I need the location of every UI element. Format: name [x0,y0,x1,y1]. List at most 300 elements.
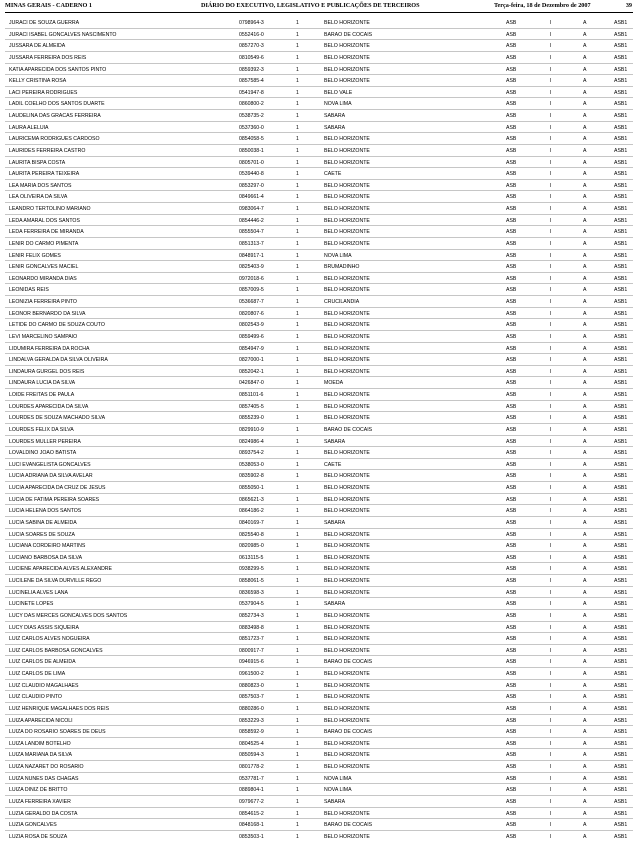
table-row [5,575,633,587]
employee-name: LENIR FELIX GOMES [9,252,61,259]
position-code-cell: ASB1 [614,171,628,178]
employee-name: JURACI ISABEL GONCALVES NASCIMENTO [9,31,117,38]
position-code-cell: ASB1 [614,43,628,50]
table-row [5,110,633,122]
career-cell: ASB [506,601,517,608]
table-row [5,505,633,517]
count-cell: 1 [296,182,299,189]
registration-number: 0851101-6 [239,392,264,398]
position-code-cell: ASB1 [614,589,628,596]
grade-cell: A [583,299,587,305]
city-cell: NOVA LIMA [324,252,352,259]
career-cell: ASB [506,322,517,329]
table-row [5,808,633,820]
employee-name: LETIDE DO CARMO DE SOUZA COUTO [9,322,105,329]
employee-name: LUCINELIA ALVES LANA [9,589,69,596]
table-row [5,831,633,842]
grade-cell: A [583,764,587,770]
count-cell: 1 [296,450,299,457]
grade-cell: A [583,66,587,73]
registration-number: 0858592-9 [239,729,264,736]
employee-name: LEONIZIA FERREIRA PINTO [9,299,77,305]
employee-name: LEANDRO TERTOLINO MARIANO [9,206,91,212]
position-code-cell: ASB1 [614,20,628,26]
level-cell: I [550,66,552,73]
career-cell: ASB [506,78,517,85]
count-cell: 1 [296,124,299,131]
career-cell: ASB [506,740,517,747]
career-cell: ASB [506,275,517,282]
registration-number: 0854058-5 [239,136,264,143]
count-cell: 1 [296,368,299,375]
career-cell: ASB [506,415,517,422]
count-cell: 1 [296,543,299,550]
level-cell: I [550,764,552,770]
registration-number: 0805701-0 [239,159,264,166]
level-cell: I [550,368,552,375]
level-cell: I [550,647,552,654]
career-cell: ASB [506,764,517,770]
career-cell: ASB [506,694,517,701]
registration-number: 0798964-3 [239,20,264,26]
career-cell: ASB [506,54,517,61]
city-cell: BELO HORIZONTE [324,566,370,573]
registration-number: 0880823-0 [239,682,264,689]
career-cell: ASB [506,636,517,643]
registration-number: 0850038-1 [239,147,264,154]
count-cell: 1 [296,54,299,61]
grade-cell: A [583,368,587,375]
table-row [5,52,633,64]
count-cell: 1 [296,740,299,747]
city-cell: BELO HORIZONTE [324,43,370,50]
table-row [5,343,633,355]
position-code-cell: ASB1 [614,194,628,201]
grade-cell: A [583,345,587,352]
grade-cell: A [583,182,587,189]
count-cell: 1 [296,136,299,143]
employee-name: LUIZA LANDIM BOTELHO [9,740,71,747]
employee-name: LINDAURA LUCIA DA SILVA [9,380,76,387]
position-code-cell: ASB1 [614,485,628,491]
position-code-cell: ASB1 [614,578,628,584]
city-cell: BELO HORIZONTE [324,392,370,398]
position-code-cell: ASB1 [614,113,628,119]
grade-cell: A [583,240,587,247]
table-row [5,668,633,680]
count-cell: 1 [296,775,299,782]
career-cell: ASB [506,566,517,573]
level-cell: I [550,89,552,96]
city-cell: SABARA [324,798,346,805]
employee-name: JUSSARA DE ALMEIDA [9,43,66,50]
registration-number: 0836598-3 [239,589,264,596]
career-cell: ASB [506,159,517,166]
table-row [5,540,633,552]
table-row [5,796,633,808]
city-cell: BELO HORIZONTE [324,66,370,73]
count-cell: 1 [296,345,299,352]
position-code-cell: ASB1 [614,147,628,154]
career-cell: ASB [506,240,517,247]
career-cell: ASB [506,705,517,712]
registration-number: 0855504-7 [239,229,264,236]
level-cell: I [550,578,552,584]
registration-number: 0880286-0 [239,705,264,712]
registration-number: 0848917-1 [239,252,264,259]
position-code-cell: ASB1 [614,415,628,422]
position-code-cell: ASB1 [614,624,628,631]
registration-number: 0541947-8 [239,89,264,96]
table-row [5,191,633,203]
count-cell: 1 [296,159,299,166]
city-cell: BELO HORIZONTE [324,764,370,770]
position-code-cell: ASB1 [614,659,628,666]
position-code-cell: ASB1 [614,519,628,526]
city-cell: MOEDA [324,380,344,387]
level-cell: I [550,543,552,550]
grade-cell: A [583,287,587,294]
city-cell: BELO HORIZONTE [324,415,370,422]
table-row [5,203,633,215]
city-cell: BELO HORIZONTE [324,578,370,584]
registration-number: 0852734-3 [239,612,264,619]
grade-cell: A [583,496,587,503]
city-cell: BARAO DE COCAIS [324,31,373,38]
level-cell: I [550,833,552,840]
career-cell: ASB [506,485,517,491]
registration-number: 0854446-2 [239,217,264,224]
city-cell: BELO HORIZONTE [324,78,370,85]
registration-number: 0613115-5 [239,554,264,561]
career-cell: ASB [506,194,517,201]
career-cell: ASB [506,578,517,584]
table-row [5,122,633,134]
level-cell: I [550,473,552,480]
level-cell: I [550,240,552,247]
position-code-cell: ASB1 [614,729,628,736]
table-row [5,29,633,41]
city-cell: BELO HORIZONTE [324,194,370,201]
employee-name: LUCY DAS MERCES GONCALVES DOS SANTOS [9,612,128,619]
grade-cell: A [583,601,587,608]
grade-cell: A [583,740,587,747]
level-cell: I [550,147,552,154]
grade-cell: A [583,136,587,143]
registration-number: 0850594-3 [239,752,264,759]
position-code-cell: ASB1 [614,426,628,433]
employee-name: LUCIA SOARES DE SOUZA [9,531,76,538]
registration-number: 0857405-5 [239,403,264,410]
position-code-cell: ASB1 [614,333,628,340]
table-row [5,226,633,238]
city-cell: SABARA [324,438,346,445]
level-cell: I [550,705,552,712]
count-cell: 1 [296,705,299,712]
city-cell: BELO HORIZONTE [324,275,370,282]
grade-cell: A [583,485,587,491]
city-cell: BELO HORIZONTE [324,229,370,236]
level-cell: I [550,508,552,515]
table-row [5,633,633,645]
level-cell: I [550,694,552,701]
table-row [5,273,633,285]
count-cell: 1 [296,612,299,619]
count-cell: 1 [296,752,299,759]
position-code-cell: ASB1 [614,647,628,654]
table-row [5,691,633,703]
table-row [5,319,633,331]
table-row [5,656,633,668]
career-cell: ASB [506,101,517,108]
career-cell: ASB [506,264,517,271]
employee-name: LUIZA DO ROSARIO SOARES DE DEUS [9,729,106,736]
registration-number: 0972018-6 [239,275,264,282]
career-cell: ASB [506,624,517,631]
grade-cell: A [583,752,587,759]
city-cell: BELO HORIZONTE [324,705,370,712]
table-row [5,17,633,29]
grade-cell: A [583,380,587,387]
count-cell: 1 [296,101,299,108]
level-cell: I [550,729,552,736]
registration-number: 0820985-0 [239,543,264,550]
grade-cell: A [583,438,587,445]
employee-name: LUCIENE APARECIDA ALVES ALEXANDRE [9,566,113,573]
city-cell: NOVA LIMA [324,787,352,794]
publication-title: DIÁRIO DO EXECUTIVO, LEGISLATIVO E PUBLICAÇÕES DE TERCEIROS [201,2,420,9]
count-cell: 1 [296,89,299,96]
grade-cell: A [583,333,587,340]
registration-number: 0848168-1 [239,822,264,829]
city-cell: BELO HORIZONTE [324,694,370,701]
career-cell: ASB [506,310,517,317]
employee-name: LOVALDINO JOAO BATISTA [9,450,77,457]
level-cell: I [550,438,552,445]
employee-name: LUIZ CLAUDIO MAGALHAES [9,682,79,689]
level-cell: I [550,252,552,259]
table-row [5,424,633,436]
level-cell: I [550,124,552,131]
level-cell: I [550,357,552,364]
employee-name: LOURDES APARECIDA DA SILVA [9,403,89,410]
count-cell: 1 [296,636,299,643]
count-cell: 1 [296,659,299,666]
employee-name: LENIR GONCALVES MACIEL [9,264,79,271]
grade-cell: A [583,392,587,398]
position-code-cell: ASB1 [614,566,628,573]
employee-name: LUCIA ADRIANA DA SILVA AVELAR [9,473,93,480]
level-cell: I [550,159,552,166]
position-code-cell: ASB1 [614,299,628,305]
grade-cell: A [583,624,587,631]
grade-cell: A [583,89,587,96]
count-cell: 1 [296,240,299,247]
employee-name: KELLY CRISTINA ROSA [9,78,67,85]
city-cell: BELO HORIZONTE [324,182,370,189]
grade-cell: A [583,473,587,480]
position-code-cell: ASB1 [614,206,628,212]
position-code-cell: ASB1 [614,275,628,282]
city-cell: BELO HORIZONTE [324,682,370,689]
registration-number: 0537781-7 [239,775,264,782]
count-cell: 1 [296,764,299,770]
count-cell: 1 [296,217,299,224]
career-cell: ASB [506,66,517,73]
city-cell: BELO HORIZONTE [324,147,370,154]
employee-name: LOURDES FELIX DA SILVA [9,426,74,433]
city-cell: BELO HORIZONTE [324,136,370,143]
level-cell: I [550,299,552,305]
registration-number: 0854615-2 [239,810,264,817]
table-row [5,715,633,727]
level-cell: I [550,496,552,503]
grade-cell: A [583,508,587,515]
table-row [5,180,633,192]
employee-name: LUCI EVANGELISTA GONCALVES [9,461,91,468]
city-cell: BELO HORIZONTE [324,833,370,840]
registration-number: 0864186-2 [239,508,264,515]
level-cell: I [550,275,552,282]
level-cell: I [550,775,552,782]
count-cell: 1 [296,473,299,480]
grade-cell: A [583,566,587,573]
city-cell: BELO VALE [324,89,353,96]
registration-number: 0852042-1 [239,368,264,375]
career-cell: ASB [506,612,517,619]
employee-name: LUZIA GONCALVES [9,822,57,829]
grade-cell: A [583,461,587,468]
career-cell: ASB [506,461,517,468]
level-cell: I [550,752,552,759]
registration-number: 0825540-8 [239,531,264,538]
table-row [5,215,633,227]
registration-number: 0865621-3 [239,496,264,503]
career-cell: ASB [506,357,517,364]
position-code-cell: ASB1 [614,798,628,805]
count-cell: 1 [296,531,299,538]
city-cell: BARAO DE COCAIS [324,426,373,433]
employee-name: LEDA FERREIRA DE MIRANDA [9,229,84,236]
city-cell: BELO HORIZONTE [324,554,370,561]
level-cell: I [550,217,552,224]
grade-cell: A [583,671,587,677]
level-cell: I [550,415,552,422]
level-cell: I [550,345,552,352]
employee-name: LUIZA FERREIRA XAVIER [9,798,71,805]
registration-number: 0800917-7 [239,647,264,654]
table-row [5,64,633,76]
career-cell: ASB [506,531,517,538]
table-row [5,459,633,471]
count-cell: 1 [296,415,299,422]
position-code-cell: ASB1 [614,450,628,457]
grade-cell: A [583,578,587,584]
career-cell: ASB [506,113,517,119]
grade-cell: A [583,101,587,108]
career-cell: ASB [506,182,517,189]
position-code-cell: ASB1 [614,287,628,294]
count-cell: 1 [296,810,299,817]
table-row [5,749,633,761]
grade-cell: A [583,43,587,50]
registration-number: 0539440-8 [239,171,264,178]
city-cell: BELO HORIZONTE [324,240,370,247]
level-cell: I [550,101,552,108]
career-cell: ASB [506,473,517,480]
position-code-cell: ASB1 [614,740,628,747]
registration-number: 0893754-2 [239,450,264,457]
table-row [5,296,633,308]
table-row [5,366,633,378]
grade-cell: A [583,543,587,550]
count-cell: 1 [296,380,299,387]
employee-name: LUIZ CLAUDIO PINTO [9,694,62,701]
registration-number: 0536687-7 [239,299,264,305]
page-number: 39 [625,2,632,9]
employee-name: LAURITA BISPA COSTA [9,159,66,166]
position-code-cell: ASB1 [614,612,628,619]
count-cell: 1 [296,287,299,294]
table-row [5,587,633,599]
city-cell: BELO HORIZONTE [324,740,370,747]
table-row [5,726,633,738]
table-row [5,261,633,273]
employee-name: LUIZA NUNES DAS CHAGAS [9,775,79,782]
position-code-cell: ASB1 [614,775,628,782]
employee-name: LUCIANA CORDEIRO MARTINS [9,543,86,550]
employee-name: LUCIANO BARBOSA DA SILVA [9,554,83,561]
grade-cell: A [583,659,587,666]
employee-name: LUCINETE LOPES [9,601,54,608]
city-cell: SABARA [324,124,346,131]
career-cell: ASB [506,682,517,689]
city-cell: BELO HORIZONTE [324,403,370,410]
city-cell: BELO HORIZONTE [324,589,370,596]
count-cell: 1 [296,403,299,410]
grade-cell: A [583,54,587,61]
registration-number: 0537360-0 [239,124,264,131]
career-cell: ASB [506,136,517,143]
grade-cell: A [583,322,587,329]
grade-cell: A [583,589,587,596]
count-cell: 1 [296,717,299,724]
registration-number: 0827000-1 [239,357,264,364]
registration-number: 0983064-7 [239,206,264,212]
level-cell: I [550,310,552,317]
level-cell: I [550,43,552,50]
career-cell: ASB [506,810,517,817]
table-row [5,738,633,750]
registration-number: 0857503-7 [239,694,264,701]
position-code-cell: ASB1 [614,66,628,73]
position-code-cell: ASB1 [614,264,628,271]
table-row [5,703,633,715]
position-code-cell: ASB1 [614,124,628,131]
registration-number: 0961500-2 [239,671,264,677]
employee-name: LUCY DIAS ASSIS SIQUEIRA [9,624,79,631]
career-cell: ASB [506,787,517,794]
level-cell: I [550,136,552,143]
position-code-cell: ASB1 [614,764,628,770]
registration-number: 0858061-5 [239,578,264,584]
employee-name: LUIZA MARIANA DA SILVA [9,752,72,759]
career-cell: ASB [506,43,517,50]
grade-cell: A [583,415,587,422]
career-cell: ASB [506,659,517,666]
table-row [5,622,633,634]
career-cell: ASB [506,589,517,596]
